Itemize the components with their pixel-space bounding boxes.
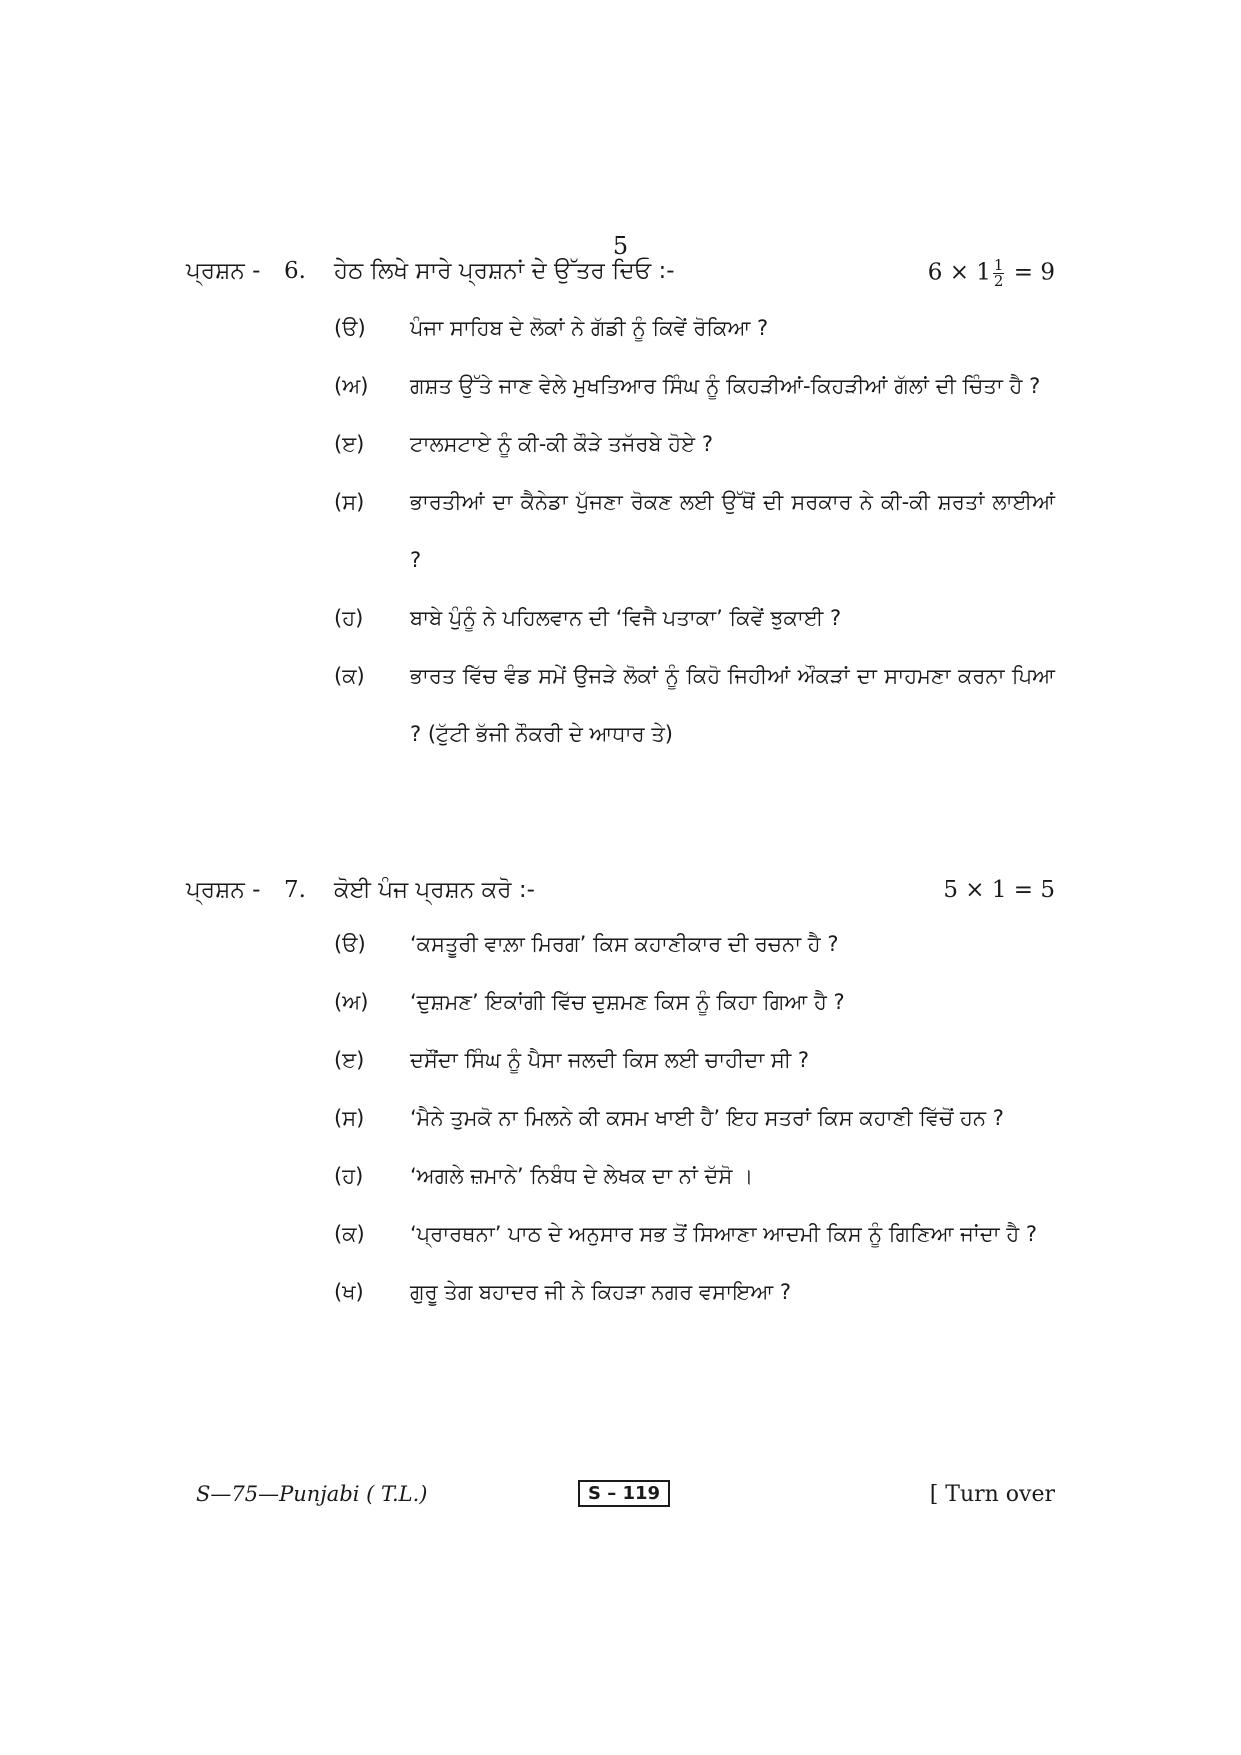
- sub-question-text: ਬਾਬੇ ਪੁੰਨੂੰ ਨੇ ਪਹਿਲਵਾਨ ਦੀ ‘ਵਿਜੈ ਪਤਾਕਾ’ ਕਿਵੇਂ ਝੁਕਾਈ ?: [410, 606, 842, 630]
- sub-question-label: (ਹ): [334, 1164, 364, 1188]
- sub-question-label: (ੳ): [334, 316, 366, 340]
- sub-question-text: ‘ਅਗਲੇ ਜ਼ਮਾਨੇ’ ਨਿਬੰਧ ਦੇ ਲੇਖਕ ਦਾ ਨਾਂ ਦੱਸੋ ।: [410, 1164, 754, 1188]
- sub-question-label: (ੲ): [334, 432, 365, 456]
- sub-question-text: ਗਸ਼ਤ ਉੱਤੇ ਜਾਣ ਵੇਲੇ ਮੁਖਤਿਆਰ ਸਿੰਘ ਨੂੰ ਕਿਹੜੀਆਂ-ਕਿਹੜੀਆਂ ਗੱਲਾਂ ਦੀ ਚਿੰਤਾ ਹੈ ?: [410, 374, 1041, 398]
- sub-question-text: ਭਾਰਤ ਵਿੱਚ ਵੰਡ ਸਮੇਂ ਉਜੜੇ ਲੋਕਾਂ ਨੂੰ ਕਿਹੋ ਜਿਹੀਆਂ ਔਕੜਾਂ ਦਾ ਸਾਹਮਣਾ ਕਰਨਾ ਪਿਆ ? (ਟੁੱਟੀ ਭੱਜੀ ਨੌਕਰੀ ਦੇ ਆਧਾਰ ਤੇ): [410, 664, 1055, 746]
- serial-number-box: S – 119: [578, 1480, 670, 1507]
- sub-question-text: ਭਾਰਤੀਆਂ ਦਾ ਕੈਨੇਡਾ ਪੁੱਜਣਾ ਰੋਕਣ ਲਈ ਉੱਥੋਂ ਦੀ ਸਰਕਾਰ ਨੇ ਕੀ-ਕੀ ਸ਼ਰਤਾਂ ਲਾਈਆਂ ?: [410, 490, 1055, 572]
- question-marks: 5 × 1 = 5: [943, 877, 1055, 903]
- sub-question-label: (ਕ): [334, 1222, 365, 1246]
- question-6-header: [186, 258, 1055, 298]
- sub-question-text: ਟਾਲਸਟਾਏ ਨੂੰ ਕੀ-ਕੀ ਕੌੜੇ ਤਜੱਰਬੇ ਹੋਏ ?: [410, 432, 713, 456]
- sub-question: [334, 589, 1055, 647]
- marks-suffix: = 9: [1013, 259, 1055, 286]
- page-number: 5: [612, 232, 629, 260]
- sub-question-text: ‘ਕਸਤੂਰੀ ਵਾਲ਼ਾ ਮਿਰਗ’ ਕਿਸ ਕਹਾਣੀਕਾਰ ਦੀ ਰਚਨਾ ਹੈ ?: [410, 932, 839, 956]
- sub-question-text: ‘ਮੈਨੇ ਤੁਮਕੋ ਨਾ ਮਿਲਨੇ ਕੀ ਕਸਮ ਖਾਈ ਹੈ’ ਇਹ ਸਤਰਾਂ ਕਿਸ ਕਹਾਣੀ ਵਿੱਚੋਂ ਹਨ ?: [410, 1106, 1004, 1130]
- sub-question-text: ‘ਦੁਸ਼ਮਣ’ ਇਕਾਂਗੀ ਵਿੱਚ ਦੁਸ਼ਮਣ ਕਿਸ ਨੂੰ ਕਿਹਾ ਗਿਆ ਹੈ ?: [410, 990, 845, 1014]
- fraction-denominator: 2: [993, 272, 1004, 290]
- question-number: 6.: [284, 258, 306, 284]
- page-footer: [196, 1482, 1055, 1518]
- sub-question-label: (ਕ): [334, 664, 365, 688]
- turn-over-note: [ Turn over: [929, 1482, 1055, 1507]
- sub-question-text: ਦਸੌਂਦਾ ਸਿੰਘ ਨੂੰ ਪੈਸਾ ਜਲਦੀ ਕਿਸ ਲਈ ਚਾਹੀਦਾ ਸੀ ?: [410, 1048, 810, 1072]
- question-label: ਪ੍ਰਸ਼ਨ -: [186, 258, 261, 284]
- sub-question-label: (ਸ): [334, 490, 365, 514]
- question-7-header: [186, 877, 1055, 917]
- sub-question-text: ਪੰਜਾ ਸਾਹਿਬ ਦੇ ਲੋਕਾਂ ਨੇ ਗੱਡੀ ਨੂੰ ਕਿਵੇਂ ਰੋਕਿਆ ?: [410, 316, 769, 340]
- sub-question-label: (ਹ): [334, 606, 364, 630]
- marks-prefix: 6 × 1: [927, 259, 991, 286]
- sub-question: [334, 357, 1055, 415]
- sub-question: [334, 1147, 1055, 1205]
- sub-question: [334, 1205, 1055, 1263]
- sub-question: [334, 1089, 1055, 1147]
- sub-question: [334, 973, 1055, 1031]
- question-text: ਕੋਈ ਪੰਜ ਪ੍ਰਸ਼ਨ ਕਰੋ :-: [334, 877, 535, 903]
- sub-question-text: ਗੁਰੂ ਤੇਗ ਬਹਾਦਰ ਜੀ ਨੇ ਕਿਹੜਾ ਨਗਰ ਵਸਾਇਆ ?: [410, 1280, 792, 1304]
- sub-question-label: (ੲ): [334, 1048, 365, 1072]
- fraction-numerator: 1: [993, 256, 1004, 274]
- sub-question: [334, 1263, 1055, 1321]
- question-marks: [928, 258, 1055, 289]
- sub-question: [334, 415, 1055, 473]
- sub-question-label: (ਅ): [334, 990, 369, 1014]
- question-number: 7.: [284, 877, 306, 903]
- sub-question-label: (ਸ): [334, 1106, 365, 1130]
- sub-question: [334, 647, 1055, 763]
- paper-code: S—75—Punjabi ( T.L.): [196, 1482, 428, 1506]
- sub-question-label: (ਅ): [334, 374, 369, 398]
- sub-question: [334, 915, 1055, 973]
- sub-question: [334, 1031, 1055, 1089]
- question-6-parts: [334, 299, 1055, 763]
- question-7-parts: [334, 915, 1055, 1321]
- question-label: ਪ੍ਰਸ਼ਨ -: [186, 877, 261, 903]
- sub-question-label: (ੳ): [334, 932, 366, 956]
- sub-question: [334, 473, 1055, 589]
- question-text: ਹੇਠ ਲਿਖੇ ਸਾਰੇ ਪ੍ਰਸ਼ਨਾਂ ਦੇ ਉੱਤਰ ਦਿਓ :-: [334, 258, 675, 284]
- sub-question-text: ‘ਪ੍ਰਾਰਥਨਾ’ ਪਾਠ ਦੇ ਅਨੁਸਾਰ ਸਭ ਤੋਂ ਸਿਆਣਾ ਆਦਮੀ ਕਿਸ ਨੂੰ ਗਿਣਿਆ ਜਾਂਦਾ ਹੈ ?: [410, 1222, 1038, 1246]
- sub-question-label: (ਖ): [334, 1280, 364, 1304]
- marks-fraction: [993, 258, 1005, 289]
- sub-question: [334, 299, 1055, 357]
